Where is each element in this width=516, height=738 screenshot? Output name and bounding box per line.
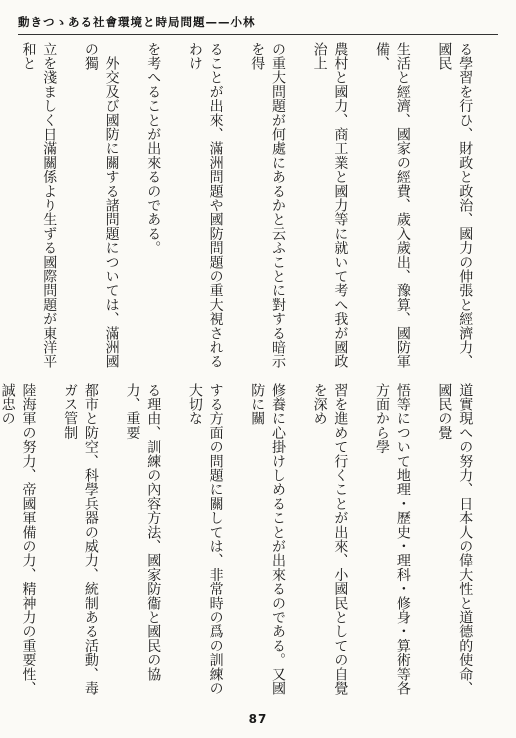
running-header: 動きつゝある社會環境と時局問題——小林 — [18, 15, 256, 29]
page-number: 87 — [248, 712, 268, 726]
text-column: の重大問題が何處にあるかと云ふことに對する暗示を得 — [249, 42, 287, 369]
text-column: る理由、訓練の內容方法、國家防衞と國民の協力、重要 — [124, 383, 162, 682]
text-column: ることが出來、滿洲問題や國防問題の重大視されるわけ — [186, 42, 224, 369]
text-column: 立を淺ましく日滿關係より生ずる國際問題が東洋平和と — [20, 42, 58, 369]
text-column: 修養に心掛けしめることが出來るのである。又國防に關 — [249, 383, 287, 696]
lower-text-block — [0, 383, 496, 701]
text-column: 陸海軍の努力、帝國軍備の力、精神力の重要性、誠忠の — [0, 383, 37, 696]
text-column: 都市と防空、科學兵器の威力、統制ある活動、毒ガス管制 — [62, 383, 99, 696]
text-column: 道實現への努力、日本人の偉大性と道德的使命、國民の覺 — [436, 383, 474, 696]
upper-text-block — [20, 42, 496, 370]
text-column: を考へることが出來るのである。 — [145, 42, 162, 255]
text-column: 外交及び國防に關する諸問題については、滿洲國の獨 — [82, 42, 120, 369]
text-column: する方面の問題に關しては、非常時の爲の訓練の大切な — [186, 383, 224, 696]
text-column: 生活と經濟、國家の經費、歲入歲出、豫算、國防軍備、 — [374, 42, 411, 369]
text-column: 悟等について地理・歷史・理科・修身・算術等各方面から學 — [374, 383, 411, 696]
text-column: 農村と國力、商工業と國力等に就いて考へ我が國政治上 — [311, 42, 349, 369]
text-column: 習を進めて行くことが出來、小國民としての自覺を深め — [311, 383, 349, 696]
header-rule — [18, 34, 498, 35]
text-column: る學習を行ひ、財政と政治、國力の伸張と經濟力、國民 — [436, 42, 474, 369]
